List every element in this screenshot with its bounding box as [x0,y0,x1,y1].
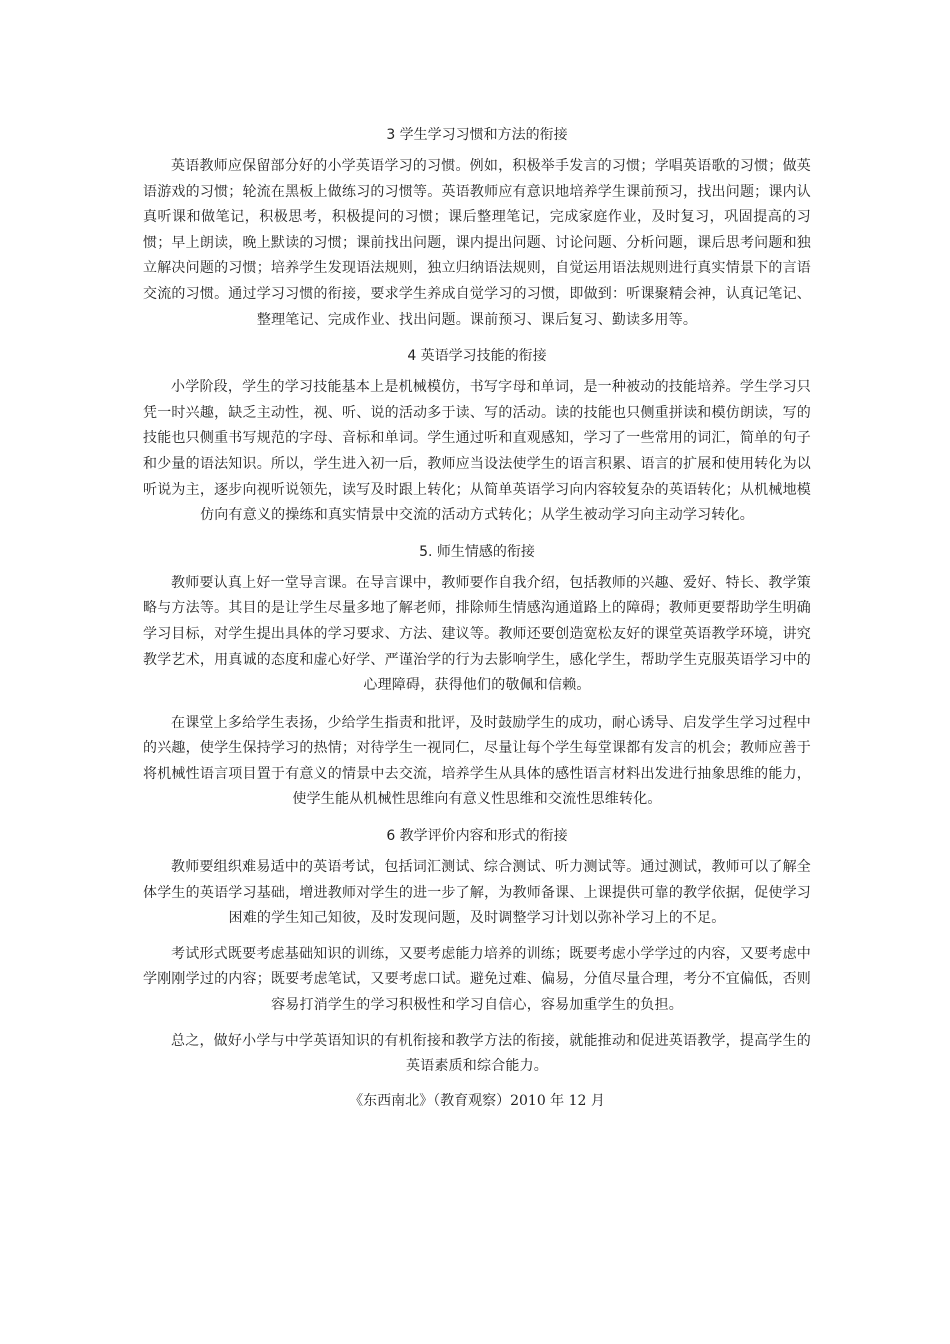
paragraph: 教师要认真上好一堂导言课。在导言课中，教师要作自我介绍，包括教师的兴趣、爱好、特长、教学策略与方法等。其目的是让学生尽量多地了解老师，排除师生情感沟通道路上的障碍；教师更要帮助学生明确学习目标，对学生提出具体的学习要求、方法、建议等。教师还要创造宽松友好的课堂英语教学环境，讲究教学艺术，用真诚的态度和虚心好学、严谨治学的行为去影响学生，感化学生，帮助学生克服英语学习中的心理障碍，获得他们的敬佩和信赖。 [143,574,811,694]
section-heading: 5. 师生情感的衔接 [419,543,535,560]
section-heading: 6 教学评价内容和形式的衔接 [386,828,568,845]
paragraph: 考试形式既要考虑基础知识的训练，又要考虑能力培养的训练；既要考虑小学学过的内容，又要考虑中学刚刚学过的内容；既要考虑笔试，又要考虑口试。避免过难、偏易，分值尽量合理，考分不宜偏低，否则容易打消学生的学习积极性和学习自信心，容易加重学生的负担。 [143,945,811,1014]
source-citation: 《东西南北》（教育观察）2010 年 12 月 [349,1092,605,1109]
document-page [143,124,811,1112]
paragraph: 小学阶段，学生的学习技能基本上是机械模仿，书写字母和单词，是一种被动的技能培养。学生学习只凭一时兴趣，缺乏主动性，视、听、说的活动多于读、写的活动。读的技能也只侧重拼读和模仿朗读，写的技能也只侧重书写规范的字母、音标和单词。学生通过听和直观感知，学习了一些常用的词汇，简单的句子和少量的语法知识。所以，学生进入初一后，教师应当设法使学生的语言积累、语言的扩展和使用转化为以听说为主，逐步向视听说领先，读写及时跟上转化；从简单英语学习向内容较复杂的英语转化；从机械地模仿向有意义的操练和真实情景中交流的活动方式转化；从学生被动学习向主动学习转化。 [143,379,811,524]
section-6 [143,825,811,1080]
paragraph: 总之，做好小学与中学英语知识的有机衔接和教学方法的衔接，就能推动和促进英语教学，提高学生的英语素质和综合能力。 [171,1032,811,1075]
section-heading: 4 英语学习技能的衔接 [407,348,547,365]
paragraph: 在课堂上多给学生表扬，少给学生指责和批评，及时鼓励学生的成功，耐心诱导、启发学生学习过程中的兴趣，使学生保持学习的热情；对待学生一视同仁，尽量让每个学生每堂课都有发言的机会；教师应善于将机械性语言项目置于有意义的情景中去交流，培养学生从具体的感性语言材料出发进行抽象思维的能力，使学生能从机械性思维向有意义性思维和交流性思维转化。 [143,714,811,808]
section-4 [143,345,811,529]
paragraph: 英语教师应保留部分好的小学英语学习的习惯。例如，积极举手发言的习惯；学唱英语歌的习惯；做英语游戏的习惯；轮流在黑板上做练习的习惯等。英语教师应有意识地培养学生课前预习，找出问题；课内认真听课和做笔记，积极思考，积极提问的习惯；课后整理笔记，完成家庭作业，及时复习，巩固提高的习惯；早上朗读，晚上默读的习惯；课前找出问题，课内提出问题、讨论问题、分析问题，课后思考问题和独立解决问题的习惯；培养学生发现语法规则，独立归纳语法规则，自觉运用语法规则进行真实情景下的言语交流的习惯。通过学习习惯的衔接，要求学生养成自觉学习的习惯，即做到：听课聚精会神，认真记笔记、整理笔记、完成作业、找出问题。课前预习、课后复习、勤读多用等。 [143,158,811,328]
section-3 [143,124,811,333]
section-5 [143,541,811,813]
paragraph: 教师要组织难易适中的英语考试，包括词汇测试、综合测试、听力测试等。通过测试，教师可以了解全体学生的英语学习基础，增进教师对学生的进一步了解，为教师备课、上课提供可靠的教学依据，促使学习困难的学生知己知彼，及时发现问题，及时调整学习计划以弥补学习上的不足。 [143,859,811,927]
section-heading: 3 学生学习习惯和方法的衔接 [386,127,568,143]
